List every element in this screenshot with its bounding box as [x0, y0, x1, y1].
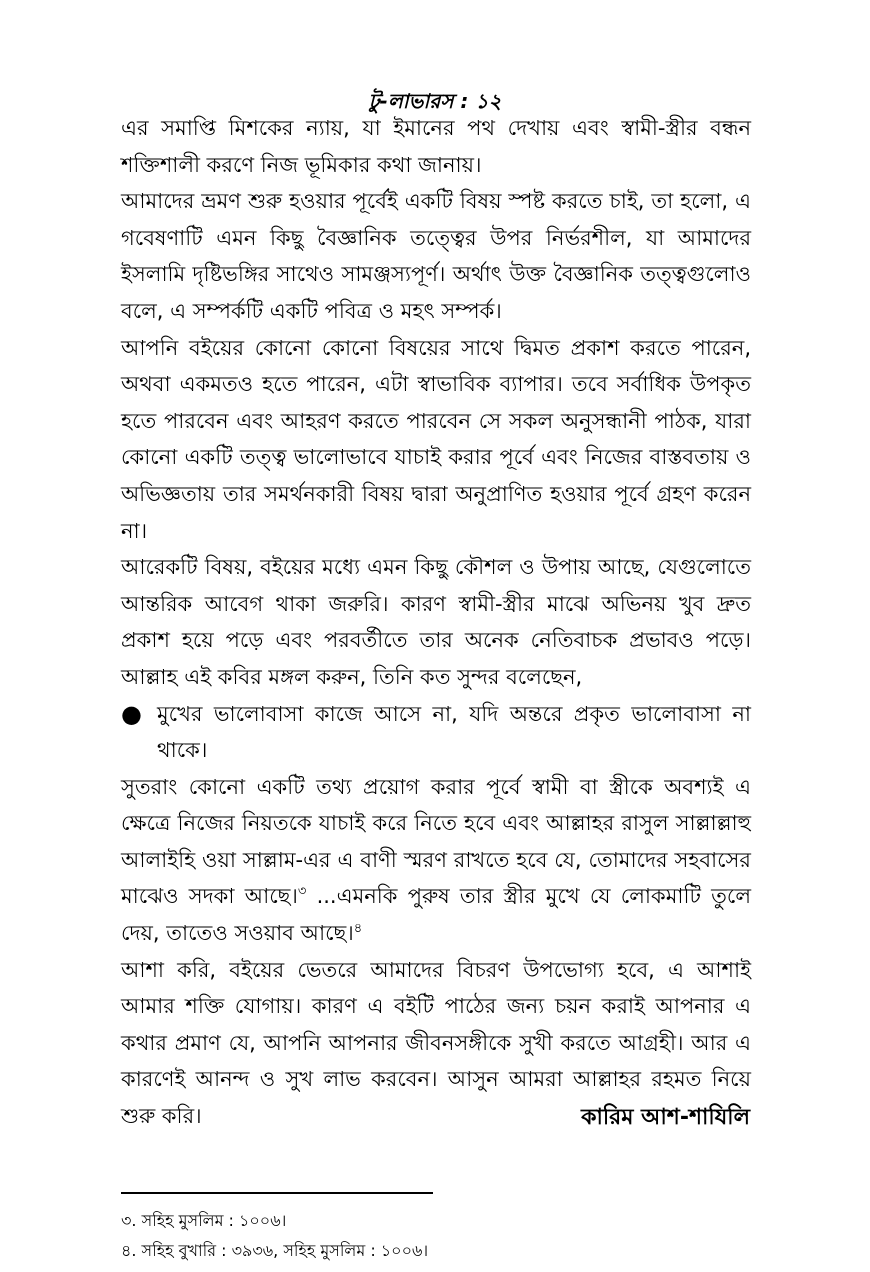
author-signature: কারিম আশ-শাযিলি [581, 1105, 750, 1130]
paragraph-5 [121, 769, 751, 952]
paragraph-1: এর সমাপ্তি মিশকের ন্যায়, যা ইমানের পথ দেখায় এবং স্বামী-স্ত্রীর বন্ধন শক্তিশালী করণে নিজ ভূমিকার কথা জানায়। [121, 116, 751, 177]
paragraph-5-part-1: সুতরাং কোনো একটি তথ্য প্রয়োগ করার পূর্বে স্বামী বা স্ত্রীকে অবশ্যই এ ক্ষেত্রে নিজের নিয়তকে যাচাই করে নিতে হবে এবং আল্লাহর রাসুল সাল্লাল্লাহু আলাইহি ওয়া সাল্লাম-এর এ বাণী স্মরণ রাখতে হবে যে, তোমাদের সহবাসের মাঝেও সদকা আছে। [121, 774, 751, 909]
footnotes [121, 1206, 428, 1266]
bullet-text: মুখের ভালোবাসা কাজে আসে না, যদি অন্তরে প্রকৃত ভালোবাসা না থাকে। [157, 701, 751, 763]
bullet-dot-icon: ● [121, 699, 142, 728]
paragraph-5-part-2: ...এমনকি পুরুষ তার স্ত্রীর মুখে যে লোকমাটি তুলে দেয়, তাতেও সওয়াব আছে। [121, 884, 751, 946]
footnote-ref-4: ৪ [353, 921, 363, 937]
running-header: টু-লাভারস : ১২ [368, 89, 502, 113]
main-text [121, 110, 751, 1135]
paragraph-4: আরেকটি বিষয়, বইয়ের মধ্যে এমন কিছু কৌশল ও উপায় আছে, যেগুলোতে আন্তরিক আবেগ থাকা জরুরি। কারণ স্বামী-স্ত্রীর মাঝে অভিনয় খুব দ্রুত প্রকাশ হয়ে পড়ে এবং পরবর্তীতে তার অনেক নেতিবাচক প্রভাবও পড়ে। আল্লাহ এই কবির মঙ্গল করুন, তিনি কত সুন্দর বলেছেন, [121, 555, 751, 689]
footnote-4: ৪. সহিহ বুখারি : ৩৯৩৬, সহিহ মুসলিম : ১০০৬। [121, 1241, 429, 1260]
footnote-divider [121, 1192, 433, 1194]
quote-bullet [121, 696, 751, 769]
paragraph-3: আপনি বইয়ের কোনো কোনো বিষয়ের সাথে দ্বিমত প্রকাশ করতে পারেন, অথবা একমতও হতে পারেন, এটা স্বাভাবিক ব্যাপার। তবে সর্বাধিক উপকৃত হতে পারবেন এবং আহরণ করতে পারবেন সে সকল অনুসন্ধানী পাঠক, যারা কোনো একটি তত্ত্ব ভালোভাবে যাচাই করার পূর্বে এবং নিজের বাস্তবতায় ও অভিজ্ঞতায় তার সমর্থনকারী বিষয় দ্বারা অনুপ্রাণিত হওয়ার পূর্বে গ্রহণ করেন না। [121, 335, 751, 543]
paragraph-2: আমাদের ভ্রমণ শুরু হওয়ার পূর্বেই একটি বিষয় স্পষ্ট করতে চাই, তা হলো, এ গবেষণাটি এমন কিছু বৈজ্ঞানিক তত্ত্বের উপর নির্ভরশীল, যা আমাদের ইসলামি দৃষ্টিভঙ্গির সাথেও সামঞ্জস্যপূর্ণ। অর্থাৎ উক্ত বৈজ্ঞানিক তত্ত্বগুলোও বলে, এ সম্পর্কটি একটি পবিত্র ও মহৎ সম্পর্ক। [121, 189, 751, 323]
paragraph-6: আশা করি, বইয়ের ভেতরে আমাদের বিচরণ উপভোগ্য হবে, এ আশাই আমার শক্তি যোগায়। কারণ এ বইটি পাঠের জন্য চয়ন করাই আপনার এ কথার প্রমাণ যে, আপনি আপনার জীবনসঙ্গীকে সুখী করতে আগ্রহী। আর এ কারণেই আনন্দ ও সুখ লাভ করবেন। আসুন আমরা আল্লাহর রহমত নিয়ে শুরু করি। [121, 957, 751, 1129]
footnote-3: ৩. সহিহ মুসলিম : ১০০৬। [121, 1211, 287, 1230]
footnote-ref-3: ৩ [297, 884, 307, 900]
